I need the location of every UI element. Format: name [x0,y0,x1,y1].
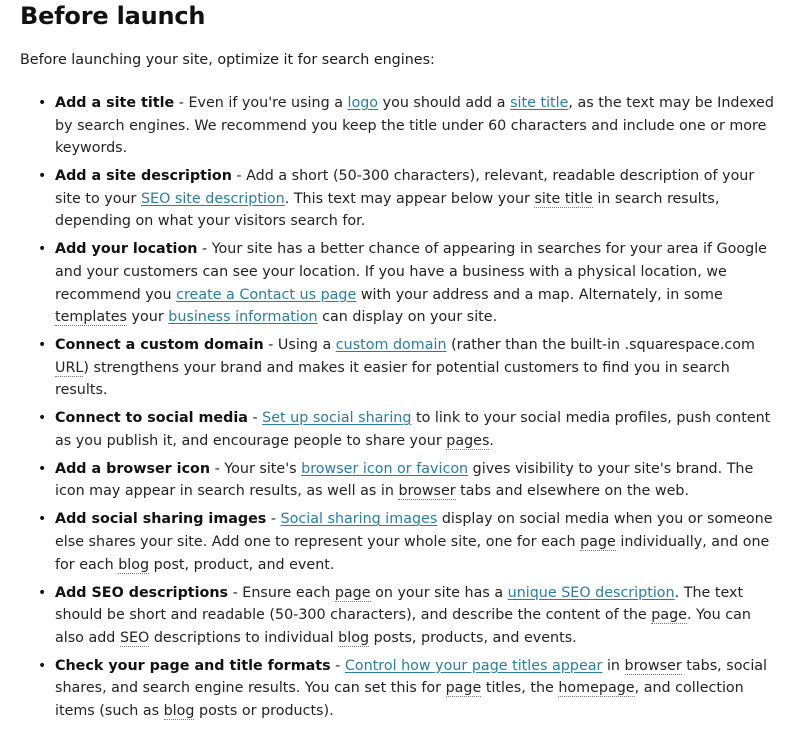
bullet-icon: • [38,657,47,674]
bullet-icon: • [38,241,47,258]
inline-link[interactable]: custom domain [335,337,447,354]
body-text: on your site has a [370,584,508,601]
item-heading: Connect a custom domain [55,337,264,354]
glossary-term[interactable]: page [445,680,482,697]
inline-link[interactable]: Control how your page titles appear [344,657,603,674]
inline-link[interactable]: unique SEO description [507,584,675,601]
item-heading: Check your page and title formats [55,657,331,674]
body-text: you should add a [378,95,511,111]
glossary-term[interactable]: pages [446,432,490,449]
glossary-term[interactable]: page [334,584,371,601]
glossary-term[interactable]: browser [624,657,682,674]
body-text: descriptions to individual [149,629,339,646]
body-text: (rather than the built-in .squarespace.com [446,337,755,354]
body-text: titles, the [481,680,559,697]
item-heading: Add your location [55,241,198,258]
bullet-icon: • [38,460,47,477]
bullet-icon: • [38,410,47,427]
body-text: can display on your site. [317,309,498,326]
bullet-icon: • [38,337,47,354]
body-text: in search results, depending on what your visitors search for. [55,190,720,230]
body-text: to link to your social media profiles, push content as you publish it, and encourage people to share your [55,410,771,449]
inline-link[interactable]: SEO site description [140,190,285,207]
body-text: individually, and one for each [55,534,770,573]
glossary-term[interactable]: blog [163,702,195,719]
glossary-term[interactable]: SEO [119,629,150,646]
glossary-term[interactable]: homepage [558,680,635,697]
body-text: - [247,410,263,427]
bullet-icon: • [38,511,47,528]
list-item [20,458,780,503]
body-text: tabs and elsewhere on the web. [455,483,689,500]
body-text: , as the text may be Indexed by search engines. We recommend you keep the title under 60 characters and include one or more keywords. [55,95,774,157]
bullet-icon: • [38,168,47,185]
body-text: . You can also add [55,607,751,646]
body-text: post, product, and event. [149,556,335,573]
body-text: . This text may appear below your [284,190,535,207]
intro-paragraph: Before launching your site, optimize it for search engines: [20,52,435,68]
body-text: - Add a short (50-300 characters), relevant, readable description of your site to your [55,168,755,207]
list-item [20,582,780,650]
body-text: - [266,511,281,528]
body-text: - Ensure each [228,584,335,601]
list-item [20,655,780,723]
body-text: display on social media when you or someone else shares your site. Add one to represent your whole site, one for each [55,511,773,551]
inline-link[interactable]: Social sharing images [280,511,438,528]
body-text: ) strengthens your brand and makes it easier for potential customers to find you in search results. [55,359,730,399]
body-text: in [602,657,625,674]
inline-link[interactable]: browser icon or favicon [301,460,469,477]
list-item [20,508,780,576]
launch-checklist [20,92,780,723]
glossary-term[interactable]: page [580,534,616,551]
body-text: your [127,309,169,326]
inline-link[interactable]: site title [510,95,569,111]
item-heading: Add SEO descriptions [55,584,229,601]
body-text: - [330,657,345,674]
body-text: - Even if you're using a [174,95,348,111]
page-title: Before launch [20,2,206,30]
body-text: . [489,432,494,449]
item-heading: Connect to social media [55,410,248,427]
body-text: posts or products). [194,702,334,719]
list-item [20,165,780,233]
body-text: posts, products, and events. [369,629,577,646]
item-heading: Add social sharing images [55,511,267,528]
glossary-term[interactable]: URL [55,359,84,376]
item-heading: Add a site title [55,95,175,111]
body-text: gives visibility to your site's brand. The icon may appear in search results, as well as in [55,460,754,500]
glossary-term[interactable]: site title [534,190,593,207]
item-heading: Add a site description [55,168,232,185]
glossary-term[interactable]: blog [118,556,150,573]
inline-link[interactable]: Set up social sharing [262,410,412,427]
inline-link[interactable]: business information [168,309,318,326]
list-item [20,334,780,402]
body-text: - Using a [263,337,336,354]
glossary-term[interactable]: browser [398,483,456,500]
list-item [20,407,780,452]
body-text: . The text should be short and readable (50-300 characters), and describe the content of the [55,584,744,624]
glossary-term[interactable]: templates [55,309,127,326]
list-item [20,238,780,328]
list-item [20,92,780,160]
bullet-icon: • [38,584,47,601]
body-text: tabs, social shares, and search engine results. You can set this for [55,657,768,697]
inline-link[interactable]: logo [347,95,379,111]
glossary-term[interactable]: page [651,607,687,624]
body-text: , and collection items (such as [55,680,744,719]
bullet-icon: • [38,95,47,111]
item-heading: Add a browser icon [55,460,211,477]
body-text: with your address and a map. Alternately, in some [356,286,723,303]
inline-link[interactable]: create a Contact us page [176,286,357,303]
body-text: - Your site's [210,460,302,477]
body-text: - Your site has a better chance of appearing in searches for your area if Google and your customers can see your location. If you have a business with a physical location, we recommend you [55,241,767,303]
glossary-term[interactable]: blog [338,629,370,646]
